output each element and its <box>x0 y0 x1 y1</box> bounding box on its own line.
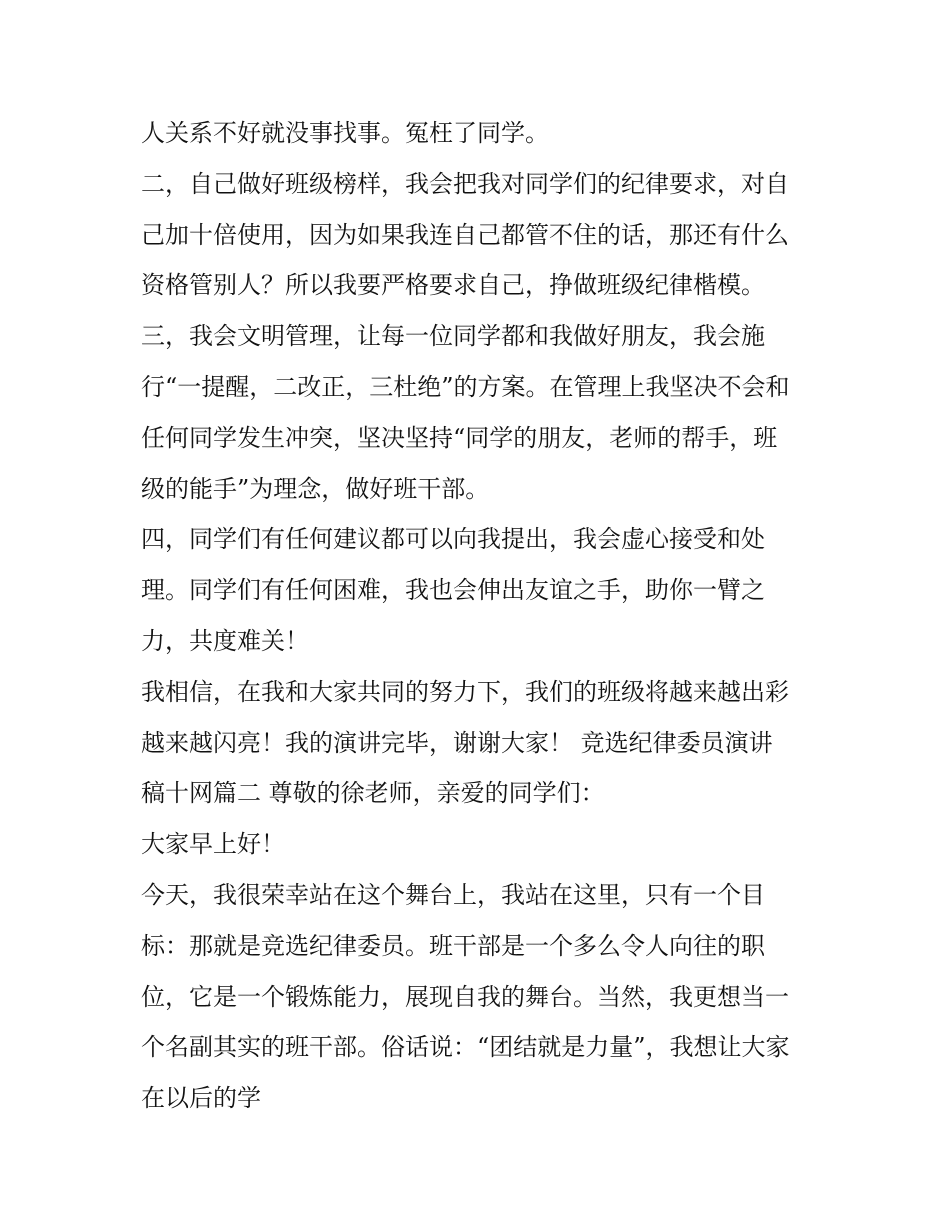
text-line: 力，共度难关！ <box>141 626 309 655</box>
text-line: 今天，我很荣幸站在这个舞台上，我站在这里，只有一个目 <box>141 880 765 909</box>
text-line: 在以后的学 <box>141 1084 261 1113</box>
text-line: 我相信，在我和大家共同的努力下，我们的班级将越来越出彩 <box>141 677 789 706</box>
text-line: 稿十网篇二 尊敬的徐老师，亲爱的同学们： <box>141 779 605 808</box>
text-line: 资格管别人？所以我要严格要求自己，挣做班级纪律楷模。 <box>141 271 765 300</box>
text-line: 标：那就是竞选纪律委员。班干部是一个多么令人向往的职 <box>141 931 765 960</box>
text-line: 二，自己做好班级榜样，我会把我对同学们的纪律要求，对自 <box>141 169 789 198</box>
text-line: 四，同学们有任何建议都可以向我提出，我会虚心接受和处 <box>141 525 765 554</box>
text-line: 己加十倍使用，因为如果我连自己都管不住的话，那还有什么 <box>141 220 789 249</box>
text-line: 位，它是一个锻炼能力，展现自我的舞台。当然，我更想当一 <box>141 982 789 1011</box>
text-line: 任何同学发生冲突，坚决坚持“同学的朋友，老师的帮手，班 <box>141 423 778 452</box>
text-line: 三，我会文明管理，让每一位同学都和我做好朋友，我会施 <box>141 322 765 351</box>
text-line: 理。同学们有任何困难，我也会伸出友谊之手，助你一臂之 <box>141 576 765 605</box>
text-line: 越来越闪亮！我的演讲完毕，谢谢大家！ 竞选纪律委员演讲 <box>141 728 773 757</box>
text-line: 个名副其实的班干部。俗话说：“团结就是力量”，我想让大家 <box>141 1033 790 1062</box>
text-line: 级的能手”为理念，做好班干部。 <box>141 474 490 503</box>
body-text <box>141 108 821 1124</box>
text-line: 行“一提醒，二改正，三杜绝”的方案。在管理上我坚决不会和 <box>141 372 790 401</box>
text-line: 大家早上好！ <box>141 830 285 859</box>
text-line: 人关系不好就没事找事。冤枉了同学。 <box>141 119 549 147</box>
